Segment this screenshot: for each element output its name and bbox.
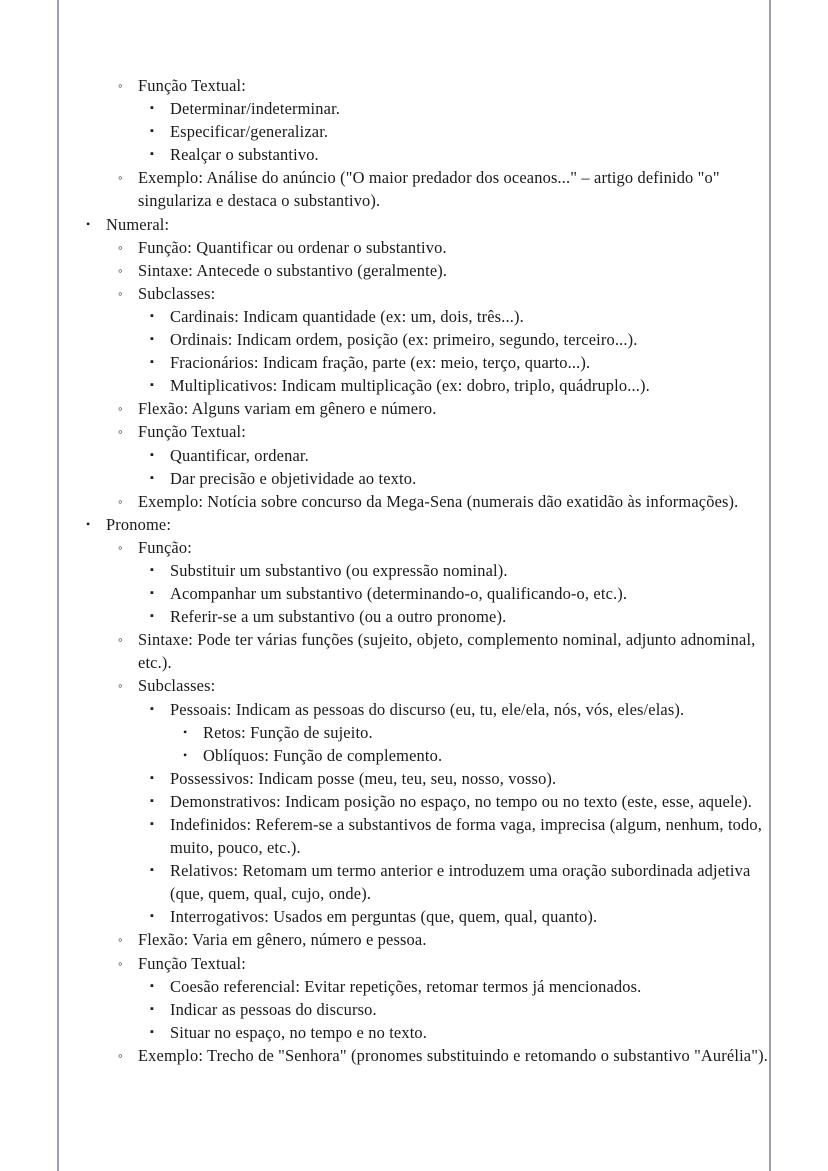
outline-item-text: Determinar/indeterminar.: [170, 99, 341, 119]
outline-item-text: Ordinais: Indicam ordem, posição (ex: primeiro, segundo, terceiro...).: [170, 330, 638, 350]
outline-item-row: [106, 74, 782, 97]
outline-item-text: Realçar o substantivo.: [170, 145, 319, 165]
outline-item-text: Sintaxe: Antecede o substantivo (geralmente).: [138, 260, 448, 280]
outline-level-2-list: [106, 236, 782, 513]
disc-bullet-icon: •: [183, 747, 188, 762]
circle-bullet-icon: ◦: [118, 285, 123, 301]
outline-item: [138, 859, 782, 905]
outline-item-row: [138, 444, 782, 467]
square-bullet-icon: ▪: [150, 610, 155, 623]
outline-item-text: Acompanhar um substantivo (determinando-o, qualificando-o, etc.).: [170, 584, 628, 604]
outline-item: [106, 628, 782, 674]
outline-item: [138, 813, 782, 859]
circle-bullet-icon: ◦: [118, 239, 123, 255]
circle-bullet-icon: ◦: [118, 424, 123, 440]
square-bullet-icon: ▪: [150, 471, 155, 484]
outline-item: [106, 536, 782, 628]
outline-item-text: Situar no espaço, no tempo e no texto.: [170, 1022, 428, 1042]
outline-item: [106, 952, 782, 1044]
outline-level-2-list: [106, 536, 782, 1067]
circle-bullet-icon: ◦: [118, 262, 123, 278]
outline-item-text: Subclasses:: [138, 676, 216, 696]
outline-item-text: Cardinais: Indicam quantidade (ex: um, dois, três...).: [170, 306, 524, 326]
outline-item-row: [74, 513, 782, 536]
outline-item: [171, 721, 782, 744]
left-margin-rule: [57, 0, 59, 1171]
outline-item-row: [138, 467, 782, 490]
outline-item-row: [106, 1044, 782, 1067]
outline-item-text: Demonstrativos: Indicam posição no espaço, no tempo ou no texto (este, esse, aquele).: [170, 791, 752, 811]
outline-item-row: [138, 582, 782, 605]
outline-item-row: [106, 282, 782, 305]
outline-item-row: [138, 605, 782, 628]
outline-item-text: Indefinidos: Referem-se a substantivos de forma vaga, imprecisa (algum, nenhum, todo, muito, pouco, etc.).: [170, 815, 763, 858]
outline-item-text: Fracionários: Indicam fração, parte (ex: meio, terço, quarto...).: [170, 353, 591, 373]
outline-item: [138, 975, 782, 998]
circle-bullet-icon: ◦: [118, 632, 123, 648]
outline-item-text: Indicar as pessoas do discurso.: [170, 999, 377, 1019]
outline-item-row: [106, 420, 782, 443]
outline-item: [106, 282, 782, 397]
square-bullet-icon: ▪: [150, 309, 155, 322]
outline-item: [138, 467, 782, 490]
square-bullet-icon: ▪: [150, 448, 155, 461]
outline-item-row: [171, 721, 782, 744]
outline-item-row: [138, 559, 782, 582]
square-bullet-icon: ▪: [150, 910, 155, 923]
outline-item-row: [138, 859, 782, 905]
circle-bullet-icon: ◦: [118, 955, 123, 971]
outline-level-3-list: [138, 975, 782, 1044]
square-bullet-icon: ▪: [150, 125, 155, 138]
outline-item-text: Função Textual:: [138, 76, 246, 95]
outline-level-2-list: [106, 74, 782, 213]
square-bullet-icon: ▪: [150, 356, 155, 369]
outline-item-row: [138, 97, 782, 120]
outline-item-row: [138, 328, 782, 351]
outline-item-text: Numeral:: [106, 214, 170, 234]
outline-item: [138, 905, 782, 928]
outline-item-text: Exemplo: Análise do anúncio ("O maior predador dos oceanos..." – artigo definido "o" singulariza e destaca o substantivo).: [138, 168, 720, 211]
outline-item: [106, 74, 782, 166]
outline-item: [106, 928, 782, 951]
circle-bullet-icon: ◦: [118, 539, 123, 555]
square-bullet-icon: ▪: [150, 771, 155, 784]
outline-item-text: Flexão: Varia em gênero, número e pessoa.: [138, 930, 427, 950]
circle-bullet-icon: ◦: [118, 401, 123, 417]
circle-bullet-icon: ◦: [118, 78, 123, 93]
outline-item: [138, 305, 782, 328]
outline-item-row: [138, 351, 782, 374]
outline-item: [106, 1044, 782, 1067]
outline-item: [138, 559, 782, 582]
square-bullet-icon: ▪: [150, 102, 155, 115]
outline-level-3-list: [138, 305, 782, 397]
outline-item-text: Relativos: Retomam um termo anterior e introduzem uma oração subordinada adjetiva (que, quem, qual, cujo, onde).: [170, 861, 751, 904]
outline-item: [106, 166, 782, 212]
outline-level-4-list: [171, 721, 782, 767]
outline-item-row: [138, 374, 782, 397]
outline-item-text: Função Textual:: [138, 953, 246, 973]
outline-item: [138, 582, 782, 605]
outline-item: [138, 698, 782, 767]
outline-item-row: [106, 628, 782, 674]
outline-item-text: Referir-se a um substantivo (ou a outro pronome).: [170, 607, 507, 627]
square-bullet-icon: ▪: [150, 148, 155, 161]
outline-item: [74, 513, 782, 1067]
outline-item-row: [138, 698, 782, 721]
outline-item-text: Coesão referencial: Evitar repetições, retomar termos já mencionados.: [170, 976, 642, 996]
outline-item-text: Função: Quantificar ou ordenar o substantivo.: [138, 237, 447, 257]
outline-item: [106, 397, 782, 420]
outline-item-row: [171, 744, 782, 767]
outline-item-row: [138, 767, 782, 790]
outline-item: [106, 236, 782, 259]
square-bullet-icon: ▪: [150, 702, 155, 715]
outline-item-row: [106, 536, 782, 559]
square-bullet-icon: ▪: [150, 864, 155, 877]
outline-item-row: [138, 120, 782, 143]
outline-item: [138, 351, 782, 374]
outline-item-text: Interrogativos: Usados em perguntas (que, quem, qual, quanto).: [170, 907, 598, 927]
outline-item-text: Subclasses:: [138, 283, 216, 303]
circle-bullet-icon: ◦: [118, 493, 123, 509]
outline-item-text: Especificar/generalizar.: [170, 122, 329, 142]
outline-item-row: [106, 928, 782, 951]
outline-item: [138, 1021, 782, 1044]
outline-item: [138, 444, 782, 467]
outline-item-row: [138, 143, 782, 166]
outline-item-text: Pronome:: [106, 514, 172, 534]
outline-item-row: [138, 998, 782, 1021]
square-bullet-icon: ▪: [150, 1002, 155, 1015]
outline-item-row: [138, 1021, 782, 1044]
square-bullet-icon: ▪: [150, 818, 155, 830]
square-bullet-icon: ▪: [150, 333, 155, 346]
outline-item: [138, 328, 782, 351]
document-content: [74, 74, 782, 1067]
outline-item-row: [106, 259, 782, 282]
outline-item: [138, 374, 782, 397]
outline-item-row: [74, 213, 782, 236]
disc-bullet-icon: •: [183, 724, 188, 739]
square-bullet-icon: ▪: [150, 979, 155, 992]
square-bullet-icon: ▪: [150, 563, 155, 576]
outline-item-text: Exemplo: Notícia sobre concurso da Mega-Sena (numerais dão exatidão às informações).: [138, 491, 739, 511]
outline-item: [138, 998, 782, 1021]
circle-bullet-icon: ◦: [118, 678, 123, 694]
outline-level-1-list: [74, 213, 782, 1067]
outline-item-row: [106, 952, 782, 975]
outline-item-row: [106, 397, 782, 420]
square-bullet-icon: ▪: [150, 379, 155, 392]
outline-item: [138, 143, 782, 166]
outline-item: [138, 97, 782, 120]
outline-item: [74, 213, 782, 513]
outline-item-text: Sintaxe: Pode ter várias funções (sujeito, objeto, complemento nominal, adjunto adnominal, etc.).: [138, 630, 756, 673]
outline-level-3-list: [138, 698, 782, 929]
circle-bullet-icon: ◦: [118, 1047, 123, 1063]
outline-level-3-list: [138, 444, 782, 490]
outline-level-3-list: [138, 559, 782, 628]
outline-item: [138, 605, 782, 628]
outline-item-text: Exemplo: Trecho de "Senhora" (pronomes substituindo e retomando o substantivo "Aurélia").: [138, 1045, 768, 1065]
outline-item-row: [138, 905, 782, 928]
outline-item: [138, 767, 782, 790]
outline-item-text: Oblíquos: Função de complemento.: [203, 745, 443, 765]
outline-item-text: Função:: [138, 537, 192, 557]
outline-item-text: Função Textual:: [138, 422, 246, 442]
outline-item-row: [138, 790, 782, 813]
outline-item-row: [106, 674, 782, 697]
outline-level-3-list: [138, 97, 782, 166]
outline-item-row: [138, 305, 782, 328]
circle-bullet-icon: ◦: [118, 170, 123, 186]
outline-item-text: Retos: Função de sujeito.: [203, 722, 373, 742]
outline-item: [106, 420, 782, 489]
outline-item-text: Quantificar, ordenar.: [170, 445, 309, 465]
outline-item-row: [106, 490, 782, 513]
outline-list: [74, 74, 782, 1067]
square-bullet-icon: ▪: [150, 1025, 155, 1038]
disc-bullet-icon: •: [86, 216, 91, 231]
outline-item: [106, 259, 782, 282]
outline-item-row: [138, 975, 782, 998]
square-bullet-icon: ▪: [150, 587, 155, 600]
outline-item: [171, 744, 782, 767]
square-bullet-icon: ▪: [150, 794, 155, 807]
outline-item-row: [106, 236, 782, 259]
outline-item: [106, 490, 782, 513]
outline-item-text: Possessivos: Indicam posse (meu, teu, seu, nosso, vosso).: [170, 768, 557, 788]
outline-item: [138, 790, 782, 813]
outline-item-row: [106, 166, 782, 212]
outline-item: [138, 120, 782, 143]
outline-item-text: Multiplicativos: Indicam multiplicação (ex: dobro, triplo, quádruplo...).: [170, 376, 650, 396]
outline-item-text: Pessoais: Indicam as pessoas do discurso (eu, tu, ele/ela, nós, vós, eles/elas).: [170, 699, 685, 719]
outline-item-text: Flexão: Alguns variam em gênero e número.: [138, 399, 437, 419]
outline-item: [106, 674, 782, 928]
outline-item-text: Substituir um substantivo (ou expressão nominal).: [170, 560, 508, 580]
outline-item-row: [138, 813, 782, 859]
circle-bullet-icon: ◦: [118, 932, 123, 948]
outline-item-text: Dar precisão e objetividade ao texto.: [170, 468, 417, 488]
disc-bullet-icon: •: [86, 516, 91, 531]
